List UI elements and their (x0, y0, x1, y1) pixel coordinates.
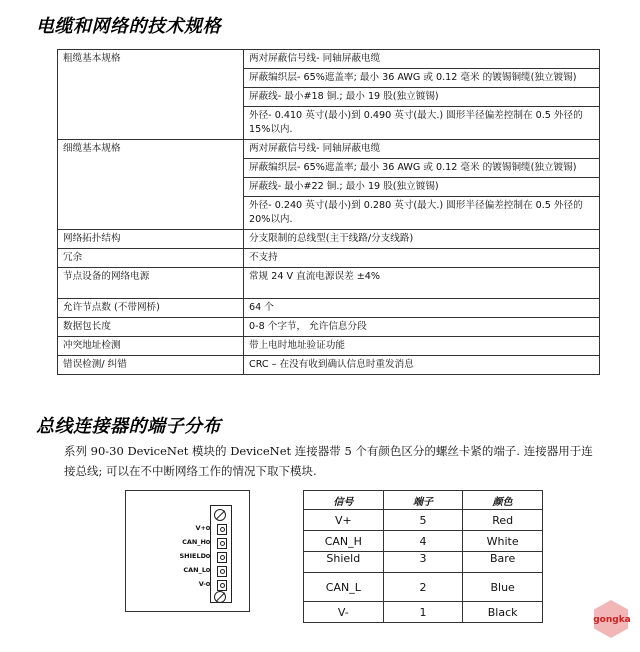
spec-label: 错误检测/ 纠错 (58, 356, 244, 375)
terminal-socket (217, 552, 227, 563)
section-title-cable-spec: 电缆和网络的技术规格 (36, 16, 221, 37)
terminal-socket (217, 538, 227, 549)
column-header-terminal: 端子 (383, 491, 463, 510)
signal-cell: Shield (304, 552, 384, 573)
table-row (304, 531, 543, 552)
cable-spec-table (57, 49, 600, 375)
spec-value: 带上电时地址验证功能 (244, 337, 600, 356)
spec-label: 冲突地址检测 (58, 337, 244, 356)
pin-label-can-h: CAN_H (182, 538, 206, 546)
spec-value: 屏蔽线- 最小#18 铜.; 最小 19 股(独立镀锡) (244, 88, 600, 107)
terminal-cell: 2 (383, 573, 463, 602)
table-row (58, 50, 600, 69)
pin-table (303, 490, 543, 623)
pin-label-shield: SHIELD (179, 552, 206, 560)
pin-label-v-minus: V- (198, 580, 206, 588)
signal-cell: CAN_H (304, 531, 384, 552)
spec-value: 外径- 0.410 英寸(最小)到 0.490 英寸(最大.) 圆形半径偏差控制在 0.5 外径的 15%以内. (244, 107, 600, 140)
spec-label: 数据包长度 (58, 318, 244, 337)
section-title-terminal-layout: 总线连接器的端子分布 (36, 416, 221, 437)
color-cell: White (463, 531, 543, 552)
terminal-cell: 4 (383, 531, 463, 552)
spec-value: 不支持 (244, 249, 600, 268)
table-header-row (304, 491, 543, 510)
spec-label: 节点设备的网络电源 (58, 268, 244, 299)
terminal-block (210, 505, 232, 603)
column-header-color: 颜色 (463, 491, 543, 510)
column-header-signal: 信号 (304, 491, 384, 510)
table-row (304, 510, 543, 531)
table-row (58, 318, 600, 337)
terminal-socket (217, 580, 227, 591)
pin-label-can-l: CAN_L (183, 566, 206, 574)
table-row (58, 299, 600, 318)
spec-value: 屏蔽编织层- 65%遮盖率; 最小 36 AWG 或 0.12 毫米 的镀锡铜缆(独立镀锡) (244, 159, 600, 178)
spec-label: 粗缆基本规格 (58, 50, 244, 140)
signal-cell: CAN_L (304, 573, 384, 602)
table-row (58, 249, 600, 268)
color-cell: Red (463, 510, 543, 531)
spec-value: 两对屏蔽信号线- 同轴屏蔽电缆 (244, 50, 600, 69)
terminal-socket (217, 524, 227, 535)
pin-label-v-plus: V+ (195, 524, 206, 532)
spec-value: 0-8 个字节， 允许信息分段 (244, 318, 600, 337)
terminal-cell: 3 (383, 552, 463, 573)
spec-value: 常规 24 V 直流电源误差 ±4% (244, 268, 600, 299)
spec-value: 屏蔽编织层- 65%遮盖率; 最小 36 AWG 或 0.12 毫米 的镀锡铜缆(独立镀锡) (244, 69, 600, 88)
spec-value: 分支限制的总线型(主干线路/分支线路) (244, 230, 600, 249)
color-cell: Blue (463, 573, 543, 602)
connector-diagram (125, 490, 250, 612)
table-row (304, 552, 543, 573)
color-cell: Bare (463, 552, 543, 573)
watermark-logo: gongka (592, 598, 632, 642)
screw-icon (214, 591, 226, 603)
spec-label: 允许节点数 (不带网桥) (58, 299, 244, 318)
terminal-socket (217, 566, 227, 577)
terminal-cell: 1 (383, 602, 463, 623)
description-paragraph: 系列 90-30 DeviceNet 模块的 DeviceNet 连接器带 5 个有颜色区分的螺丝卡紧的端子. 连接器用于连接总线; 可以在不中断网络工作的情况下取下模块. (64, 444, 593, 478)
signal-cell: V+ (304, 510, 384, 531)
spec-value: 两对屏蔽信号线- 同轴屏蔽电缆 (244, 140, 600, 159)
spec-value: 64 个 (244, 299, 600, 318)
table-row (58, 230, 600, 249)
table-row (58, 268, 600, 299)
terminal-cell: 5 (383, 510, 463, 531)
screw-icon (214, 509, 226, 521)
table-row (304, 573, 543, 602)
table-row (58, 337, 600, 356)
spec-label: 细缆基本规格 (58, 140, 244, 230)
table-row (58, 356, 600, 375)
spec-value: 外径- 0.240 英寸(最小)到 0.280 英寸(最大.) 圆形半径偏差控制在 0.5 外径的 20%以内. (244, 197, 600, 230)
spec-label: 网络拓扑结构 (58, 230, 244, 249)
spec-value: CRC – 在没有收到确认信息时重发消息 (244, 356, 600, 375)
table-row (304, 602, 543, 623)
signal-cell: V- (304, 602, 384, 623)
spec-value: 屏蔽线- 最小#22 铜.; 最小 19 股(独立镀锡) (244, 178, 600, 197)
color-cell: Black (463, 602, 543, 623)
table-row (58, 140, 600, 159)
spec-label: 冗余 (58, 249, 244, 268)
